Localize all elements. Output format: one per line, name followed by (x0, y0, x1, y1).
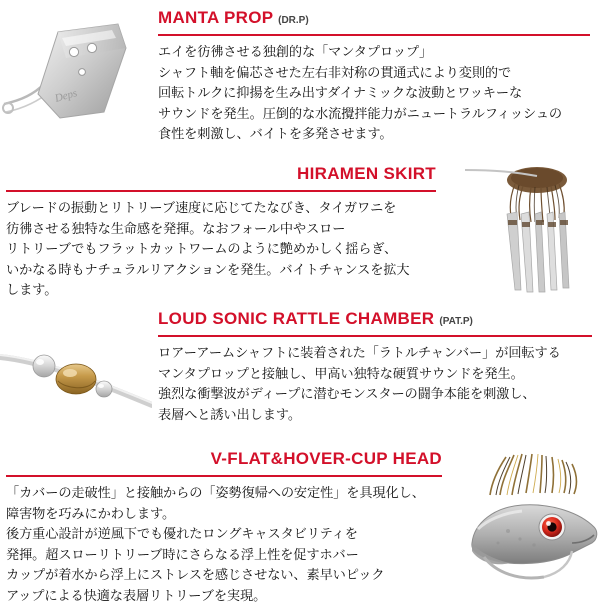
body-line: カップが着水から浮上にストレスを感じさせない、素早いピック (6, 565, 442, 586)
section-loud-sonic-rattle-chamber (0, 303, 600, 443)
body-line: 強烈な衝撃波がディープに潜むモンスターの闘争本能を刺激し、 (158, 384, 592, 405)
manta-prop-text-block (158, 8, 590, 145)
manta-prop-blade-photo (0, 8, 152, 148)
body-line: 表層へと誘い出します。 (158, 405, 592, 426)
v-flat-head-text-block (6, 449, 442, 606)
body-line: 後方重心設計が逆風下でも優れたロングキャスタビリティを (6, 524, 442, 545)
body-line: 障害物を巧みにかわします。 (6, 504, 442, 525)
jig-head-illustration (448, 451, 600, 599)
section-manta-prop (0, 0, 600, 155)
svg-text:Deps: Deps (53, 87, 79, 105)
heading-loud-sonic-rattle-chamber (158, 309, 592, 332)
body-line: いかなる時もナチュラルリアクションを発生。バイトチャンスを拡大 (6, 260, 436, 281)
body-line: 食性を刺激し、バイトを多発させます。 (158, 124, 590, 145)
v-flat-head-body (6, 483, 442, 606)
hiramen-skirt-text-block (6, 164, 436, 301)
body-line: ロアーアームシャフトに装着された「ラトルチャンバー」が回転する (158, 343, 592, 364)
hiramen-skirt-photo (445, 164, 600, 296)
section-v-flat-hover-cup-head (0, 443, 600, 600)
heading-note: (PAT.P) (439, 316, 473, 327)
heading-v-flat-hover-cup-head (6, 449, 442, 472)
v-flat-hover-cup-head-photo (448, 451, 600, 599)
heading-hiramen-skirt (6, 164, 436, 187)
body-line: マンタプロップと接触し、甲高い独特な硬質サウンドを発生。 (158, 364, 592, 385)
heading-rule (6, 475, 442, 477)
body-line: 「カバーの走破性」と接触からの「姿勢復帰への安定性」を具現化し、 (6, 483, 442, 504)
body-line: 発揮。超スローリトリーブ時にさらなる浮上性を促すホバー (6, 545, 442, 566)
rattle-chamber-text-block (158, 309, 592, 425)
body-line: シャフト軸を偏芯させた左右非対称の貫通式により変則的で (158, 63, 590, 84)
manta-prop-body (158, 42, 590, 145)
rattle-chamber-photo (0, 331, 152, 431)
heading-text: V-FLAT&HOVER-CUP HEAD (211, 449, 442, 468)
heading-text: LOUD SONIC RATTLE CHAMBER (158, 309, 434, 328)
body-line: 回転トルクに抑揚を生み出すダイナミックな波動とワッキーな (158, 83, 590, 104)
body-line: サウンドを発生。圧倒的な水流攪拌能力がニュートラルフィッシュの (158, 104, 590, 125)
heading-text: HIRAMEN SKIRT (297, 164, 436, 183)
manta-prop-blade-illustration (0, 8, 152, 148)
heading-rule (158, 34, 590, 36)
body-line: アップによる快適な表層リトリーブを実現。 (6, 586, 442, 606)
heading-note: (DR.P) (278, 15, 309, 26)
body-line: エイを彷彿させる独創的な「マンタプロップ」 (158, 42, 590, 63)
heading-rule (158, 335, 592, 337)
body-line: 彷彿させる独特な生命感を発揮。なおフォール中やスロー (6, 219, 436, 240)
body-line: ブレードの振動とリトリーブ速度に応じてたなびき、タイガワニを (6, 198, 436, 219)
heading-text: MANTA PROP (158, 8, 273, 27)
section-hiramen-skirt (0, 158, 600, 298)
heading-manta-prop (158, 8, 590, 31)
rattle-chamber-illustration (0, 331, 152, 431)
body-line: します。 (6, 280, 436, 301)
hiramen-skirt-illustration (445, 164, 600, 296)
body-line: リトリーブでもフラットカットワームのように艶めかしく揺らぎ、 (6, 239, 436, 260)
hiramen-skirt-body (6, 198, 436, 301)
rattle-chamber-body (158, 343, 592, 425)
heading-rule (6, 190, 436, 192)
